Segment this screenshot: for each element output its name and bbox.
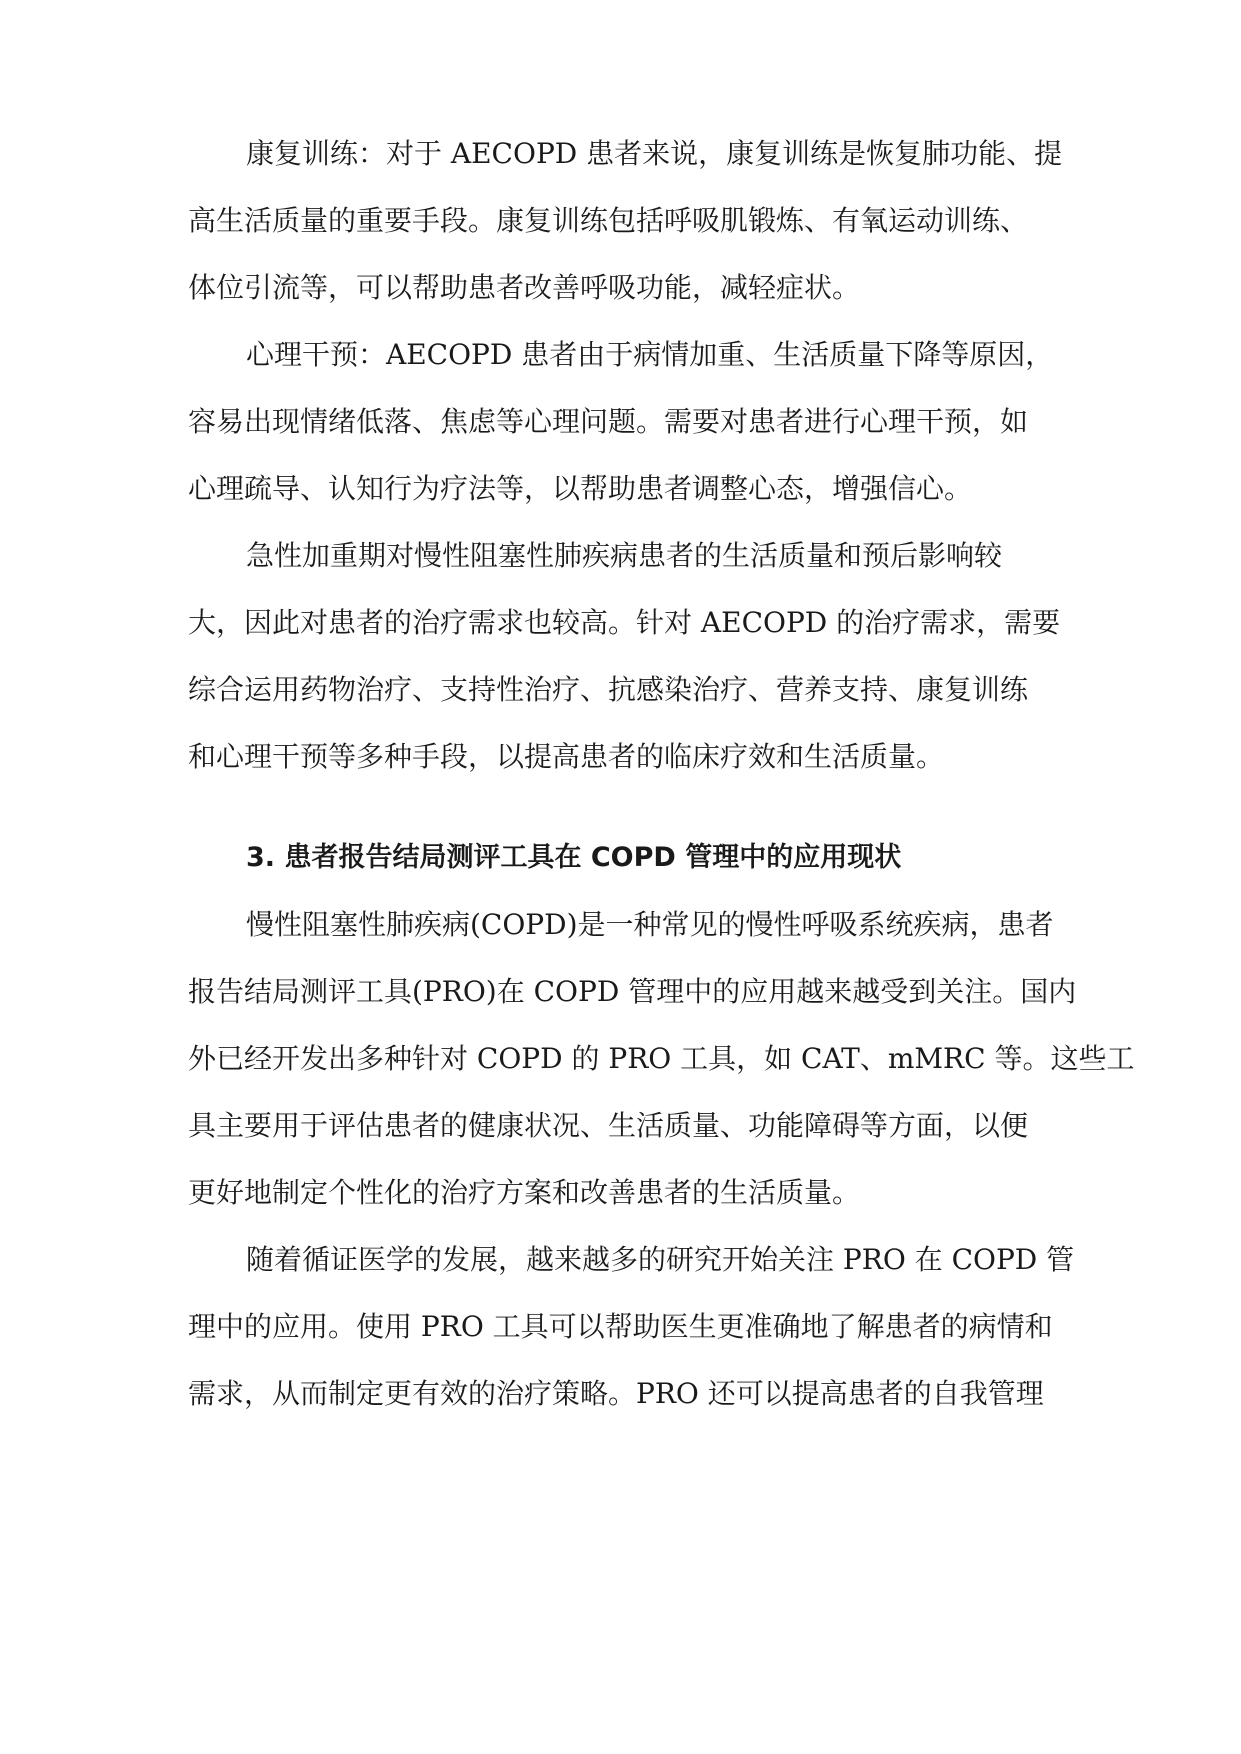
paragraph-line: 体位引流等，可以帮助患者改善呼吸功能，减轻症状。 [188, 271, 861, 304]
paragraph-line: 大，因此对患者的治疗需求也较高。针对 AECOPD 的治疗需求，需要 [188, 606, 1061, 639]
paragraph-line: 外已经开发出多种针对 COPD 的 PRO 工具，如 CAT、mMRC 等。这些工 [188, 1042, 1135, 1075]
paragraph-line: 综合运用药物治疗、支持性治疗、抗感染治疗、营养支持、康复训练 [188, 673, 1029, 706]
paragraph-line: 理中的应用。使用 PRO 工具可以帮助医生更准确地了解患者的病情和 [188, 1310, 1053, 1343]
paragraph-line: 康复训练：对于 AECOPD 患者来说，康复训练是恢复肺功能、提 [246, 137, 1063, 170]
paragraph-line: 容易出现情绪低落、焦虑等心理问题。需要对患者进行心理干预，如 [188, 405, 1029, 438]
section-heading: 3. 患者报告结局测评工具在 COPD 管理中的应用现状 [246, 842, 902, 873]
paragraph-line: 更好地制定个性化的治疗方案和改善患者的生活质量。 [188, 1176, 861, 1209]
paragraph-line: 和心理干预等多种手段，以提高患者的临床疗效和生活质量。 [188, 740, 945, 773]
paragraph-line: 需求，从而制定更有效的治疗策略。PRO 还可以提高患者的自我管理 [188, 1377, 1044, 1410]
paragraph-line: 心理干预：AECOPD 患者由于病情加重、生活质量下降等原因， [246, 338, 1054, 371]
paragraph-line: 急性加重期对慢性阻塞性肺疾病患者的生活质量和预后影响较 [246, 539, 1003, 572]
paragraph-line: 随着循证医学的发展，越来越多的研究开始关注 PRO 在 COPD 管 [246, 1243, 1075, 1276]
paragraph-line: 慢性阻塞性肺疾病(COPD)是一种常见的慢性呼吸系统疾病，患者 [246, 908, 1054, 941]
paragraph-line: 心理疏导、认知行为疗法等，以帮助患者调整心态，增强信心。 [188, 472, 973, 505]
paragraph-line: 高生活质量的重要手段。康复训练包括呼吸肌锻炼、有氧运动训练、 [188, 204, 1029, 237]
paragraph-line: 报告结局测评工具(PRO)在 COPD 管理中的应用越来越受到关注。国内 [188, 975, 1077, 1008]
paragraph-line: 具主要用于评估患者的健康状况、生活质量、功能障碍等方面，以便 [188, 1109, 1029, 1142]
